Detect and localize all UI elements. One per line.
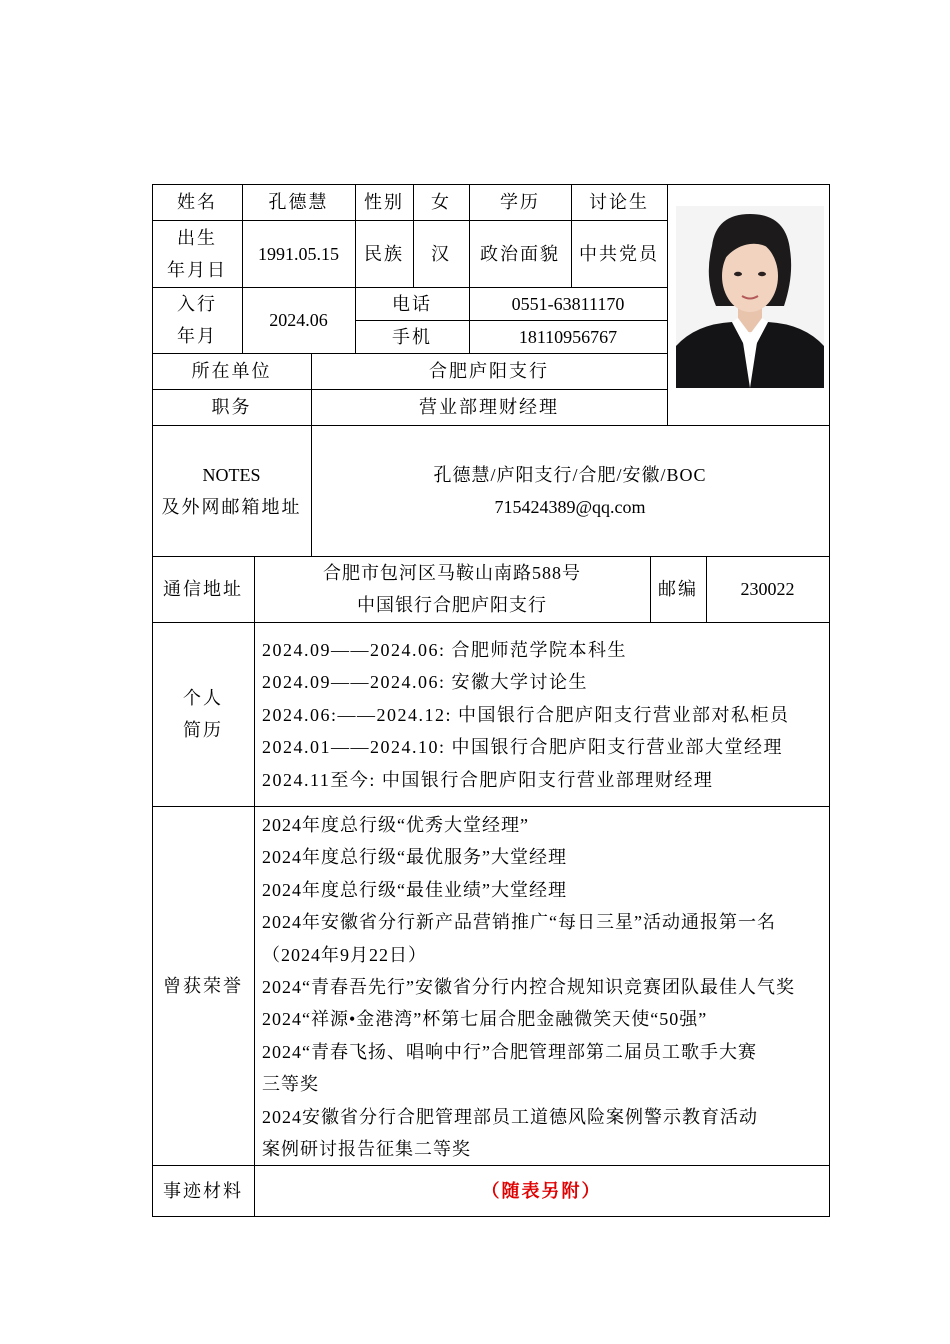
ethnic-value: 汉 bbox=[431, 243, 451, 264]
honor-item: 2024安徽省分行合肥管理部员工道德风险案例警示教育活动 bbox=[262, 1106, 758, 1127]
honor-item: （2024年9月22日） bbox=[262, 944, 427, 965]
education-value: 讨论生 bbox=[589, 192, 649, 212]
gender-value: 女 bbox=[431, 192, 451, 212]
resume-list bbox=[262, 634, 822, 796]
birth-label bbox=[152, 220, 242, 287]
notes-value-line1: 孔德慧/庐阳支行/合肥/安徽/BOC bbox=[433, 464, 707, 485]
address-value-line1: 合肥市包河区马鞍山南路588号 bbox=[323, 563, 581, 583]
honor-item: 2024“祥源•金港湾”杯第七届合肥金融微笑天使“50强” bbox=[262, 1009, 708, 1030]
honor-item: 案例研讨报告征集二等奖 bbox=[262, 1138, 471, 1159]
honor-item: 三等奖 bbox=[262, 1074, 319, 1095]
mobile-value: 18110956767 bbox=[518, 326, 618, 347]
join-label bbox=[152, 287, 242, 353]
notes-value bbox=[311, 425, 829, 556]
resume-item: 2024.09——2024.06: 合肥师范学院本科生 bbox=[262, 640, 627, 660]
phone-label: 电话 bbox=[392, 293, 432, 314]
honor-item: 2024年安徽省分行新产品营销推广“每日三星”活动通报第一名 bbox=[262, 912, 776, 933]
join-label-line2: 年月 bbox=[177, 326, 217, 346]
duty-label: 职务 bbox=[211, 397, 252, 417]
address-value bbox=[254, 556, 650, 622]
address-label: 通信地址 bbox=[163, 579, 243, 599]
birth-label-line1: 出生 bbox=[177, 227, 217, 248]
email-value: 715424389@qq.com bbox=[494, 496, 646, 517]
unit-label: 所在单位 bbox=[191, 361, 272, 381]
resume-label-line1: 个人 bbox=[183, 688, 223, 708]
notes-label-line1: NOTES bbox=[202, 464, 261, 485]
ethnic-label: 民族 bbox=[364, 243, 404, 264]
honors-list bbox=[262, 809, 828, 1165]
honor-item: 2024“青春吾先行”安徽省分行内控合规知识竞赛团队最佳人气奖 bbox=[262, 976, 795, 997]
birth-value: 1991.05.15 bbox=[258, 243, 339, 264]
political-label: 政治面貌 bbox=[480, 243, 560, 264]
postcode-label: 邮编 bbox=[658, 579, 698, 599]
name-value: 孔德慧 bbox=[268, 192, 329, 212]
resume-label bbox=[152, 622, 254, 806]
honor-item: 2024“青春飞扬、唱响中行”合肥管理部第二届员工歌手大赛 bbox=[262, 1041, 757, 1062]
education-label: 学历 bbox=[500, 192, 540, 212]
honors-label: 曾获荣誉 bbox=[163, 975, 243, 996]
material-label: 事迹材料 bbox=[163, 1180, 243, 1201]
phone-value: 0551-63811170 bbox=[511, 293, 625, 314]
address-value-line2: 中国银行合肥庐阳支行 bbox=[357, 595, 547, 615]
honor-item: 2024年度总行级“最佳业绩”大堂经理 bbox=[262, 879, 567, 900]
gender-label: 性别 bbox=[364, 192, 404, 212]
postcode-value: 230022 bbox=[740, 579, 795, 599]
name-label: 姓名 bbox=[177, 192, 217, 212]
portrait-photo bbox=[676, 206, 824, 388]
birth-label-line2: 年月日 bbox=[167, 259, 227, 280]
resume-label-line2: 简历 bbox=[183, 720, 223, 740]
duty-value: 营业部理财经理 bbox=[419, 397, 559, 417]
honor-item: 2024年度总行级“优秀大堂经理” bbox=[262, 815, 529, 835]
political-value: 中共党员 bbox=[579, 243, 659, 264]
resume-item: 2024.01——2024.10: 中国银行合肥庐阳支行营业部大堂经理 bbox=[262, 737, 783, 758]
resume-item: 2024.11至今: 中国银行合肥庐阳支行营业部理财经理 bbox=[262, 769, 714, 790]
join-label-line1: 入行 bbox=[177, 294, 217, 314]
resume-item: 2024.09——2024.06: 安徽大学讨论生 bbox=[262, 672, 589, 693]
notes-label-line2: 及外网邮箱地址 bbox=[161, 496, 302, 517]
resume-item: 2024.06:——2024.12: 中国银行合肥庐阳支行营业部对私柜员 bbox=[262, 704, 790, 725]
unit-value: 合肥庐阳支行 bbox=[429, 361, 549, 381]
join-value: 2024.06 bbox=[269, 310, 328, 330]
mobile-label: 手机 bbox=[392, 326, 432, 347]
material-value: （随表另附） bbox=[481, 1180, 602, 1201]
notes-label bbox=[152, 425, 311, 556]
honor-item: 2024年度总行级“最优服务”大堂经理 bbox=[262, 847, 567, 868]
